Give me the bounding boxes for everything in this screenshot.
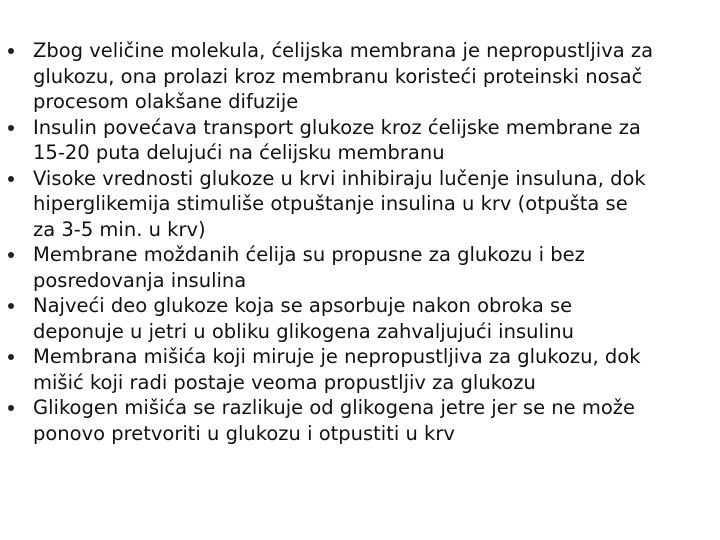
bullet-text-line: deponuje u jetri u obliku glikogena zahvaljujući insulinu: [33, 319, 575, 343]
bullet-text-line: Visoke vrednosti glukoze u krvi inhibiraju lučenje insuluna, dok: [33, 166, 646, 190]
bullet-item: [0, 115, 720, 166]
bullet-text-line: Glikogen mišića se razlikuje od glikogena jetre jer se ne može: [33, 396, 635, 419]
bullet-item: [0, 166, 720, 243]
bullet-dot-icon: [8, 48, 14, 54]
bullet-text-line: Membrana mišića koji miruje je nepropustljiva za glukozu, dok: [33, 345, 641, 368]
bullet-text-line: 15-20 puta delujući na ćelijsku membranu: [33, 141, 445, 164]
bullet-item: [0, 38, 720, 115]
bullet-text-line: za 3-5 min. u krv): [33, 217, 206, 241]
bullet-text-line: Najveći deo glukoze koja se apsorbuje nakon obroka se: [33, 294, 573, 317]
bullet-text-line: Zbog veličine molekula, ćelijska membrana je nepropustljiva za: [33, 39, 654, 62]
bullet-item: [0, 395, 720, 446]
bullet-dot-icon: [8, 303, 14, 309]
bullet-text-line: mišić koji radi postaje veoma propustljiv za glukozu: [33, 370, 536, 394]
bullet-dot-icon: [8, 405, 14, 411]
bullet-text-line: hiperglikemija stimuliše otpuštanje insulina u krv (otpušta se: [33, 192, 628, 215]
bullet-text-line: posredovanja insulina: [33, 268, 247, 292]
bullet-text-line: procesom olakšane difuzije: [33, 90, 299, 113]
bullet-dot-icon: [8, 176, 14, 182]
bullet-text-line: ponovo pretvoriti u glukozu i otpustiti u krv: [33, 421, 455, 445]
bullet-dot-icon: [8, 354, 14, 360]
bullet-dot-icon: [8, 252, 14, 258]
bullet-item: [0, 242, 720, 293]
bullet-list: [0, 38, 720, 446]
bullet-text-line: glukozu, ona prolazi kroz membranu koristeći proteinski nosač: [33, 64, 643, 88]
bullet-item: [0, 344, 720, 395]
bullet-text-line: Membrane moždanih ćelija su propusne za glukozu i bez: [33, 243, 585, 266]
bullet-item: [0, 293, 720, 344]
bullet-dot-icon: [8, 125, 14, 131]
bullet-text-line: Insulin povećava transport glukoze kroz ćelijske membrane za: [33, 115, 641, 139]
